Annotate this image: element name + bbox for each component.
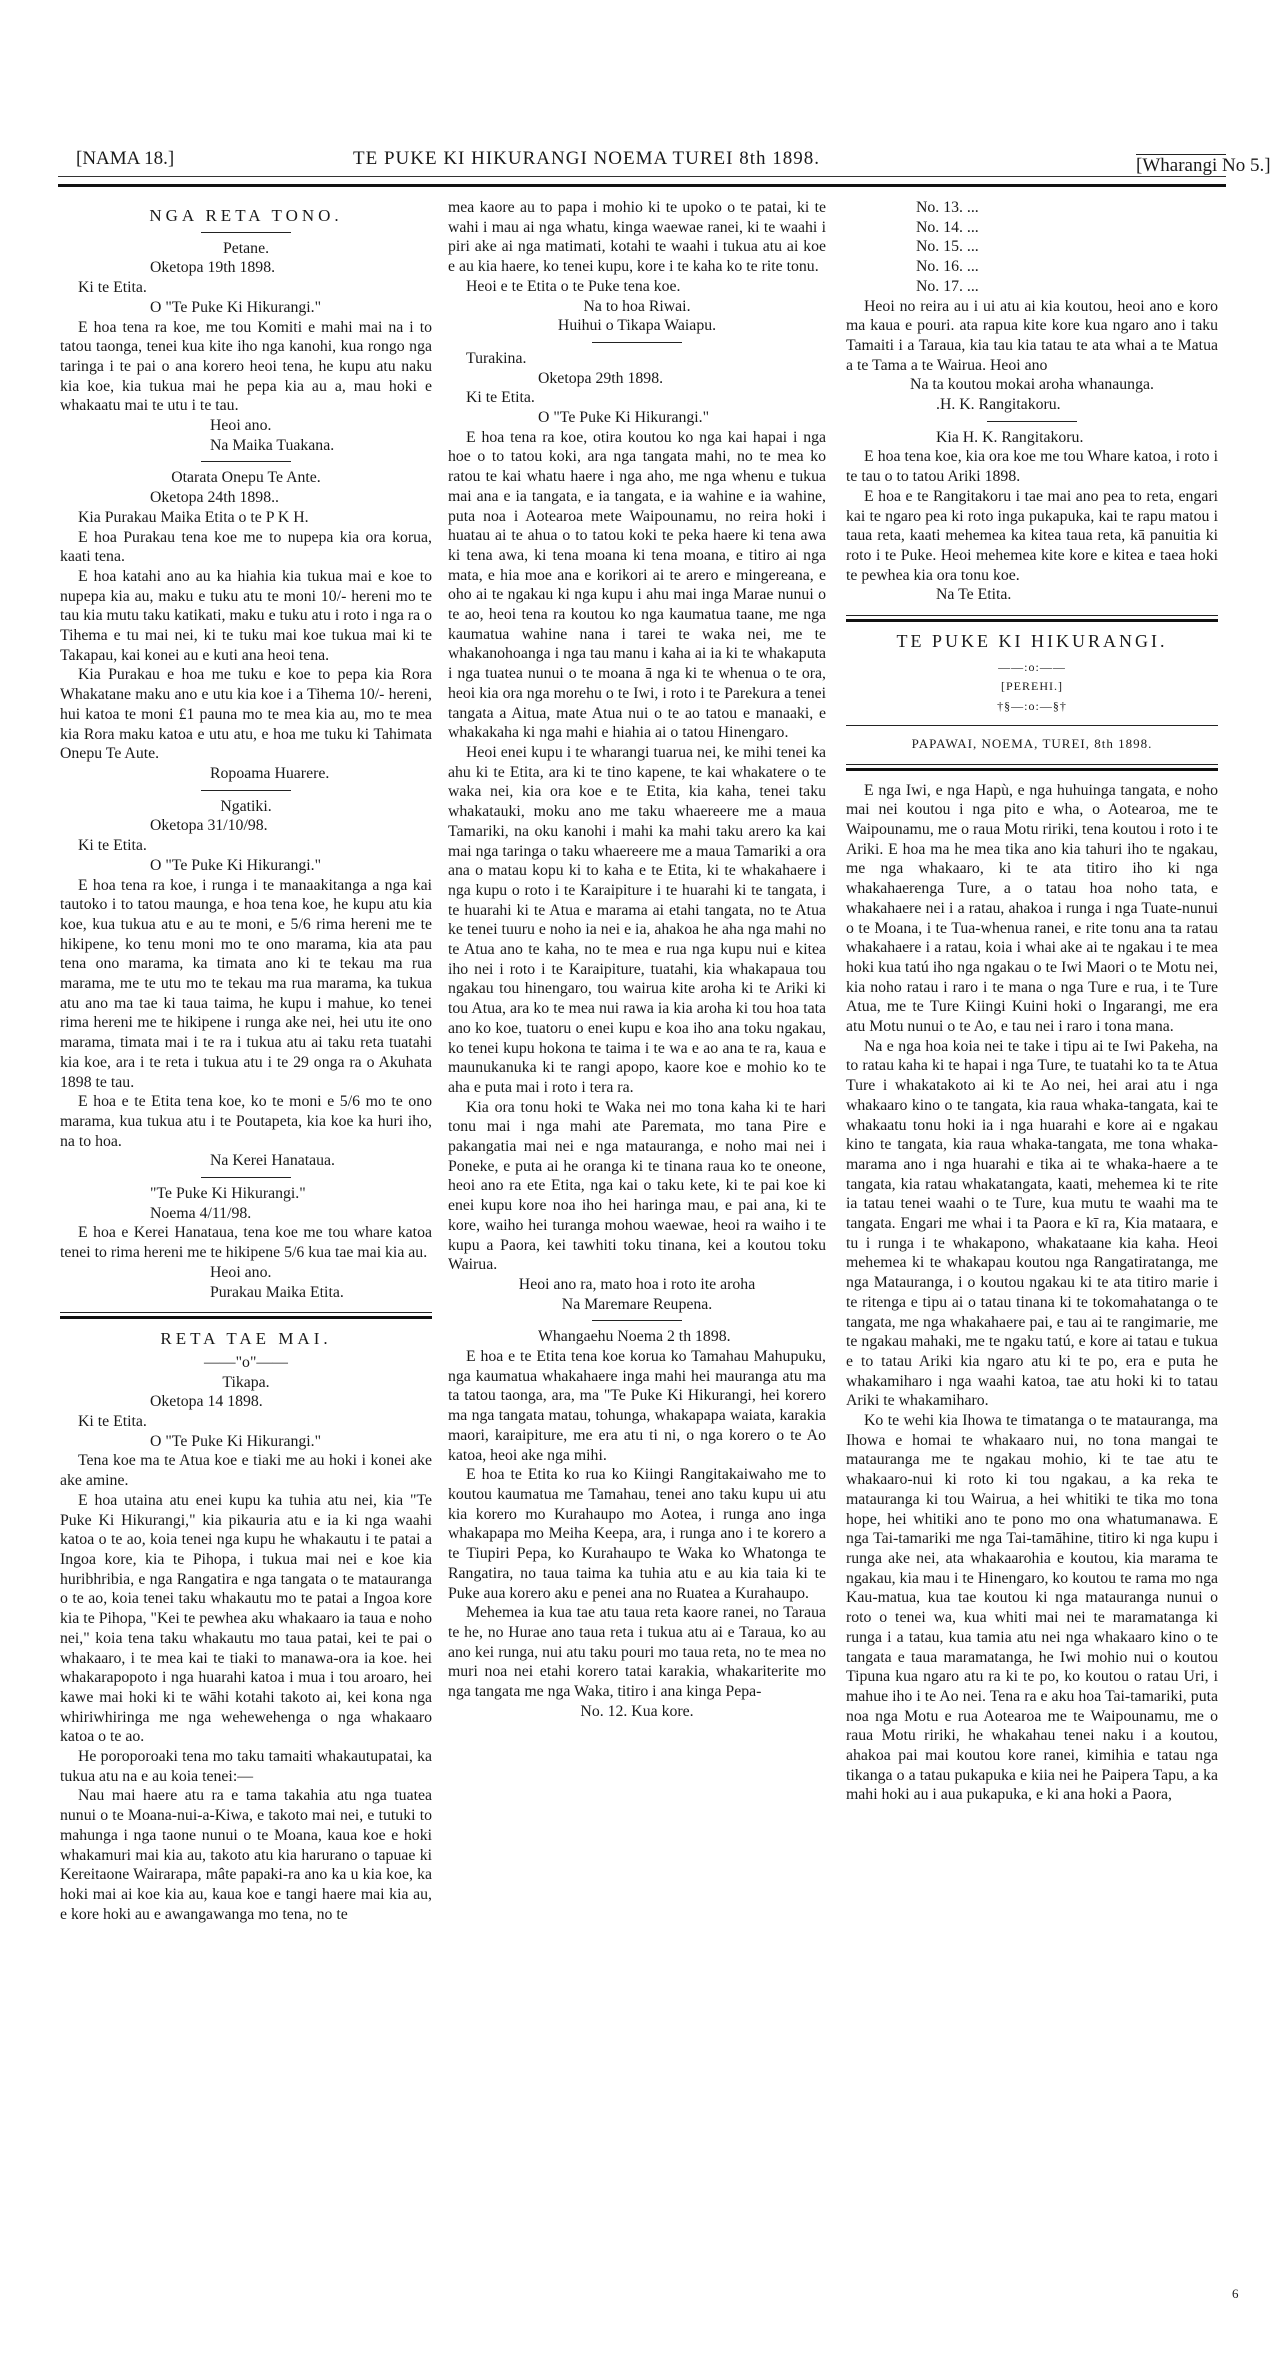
divider-rule [201,790,291,791]
list-item: No. 17. ... [916,277,979,295]
paragraph: E hoa te Etita ko rua ko Kiingi Rangitakaiwaho me to koutou kaumatua me Tamahau, tenei ano taku kupu ui atu kia korero mo Kurahaupo mo Aotea, i runga ano inga whakapapa mo Meiha Keepa, ara, i runga ano i te korero a te Tiupiri Pepa, ko Kurahaupo te Waka ko Whatonga te Rangatira, no taua taima ka tuhia atu e au kia taia ki te Puke aua korero aku e penei ana no Ruatea a Kurahaupo. [448,1466,826,1602]
paragraph: E hoa Purakau tena koe me to nupepa kia ora korua, kaati tena. [60,528,432,566]
issue-number: [NAMA 18.] [76,148,175,169]
paragraph: E hoa e te Rangitakoru i tae mai ano pea to reta, engari kai te ngaro pea ki roto inga pukapuka, kai te rapu matou i taua reta, kaati mehemea ka kitea taua reta, kā panuitia ki roto i te Puke. Heoi mehemea kite kore e kitea e taea hoki te pewhea kia ora tonu koe. [846,487,1218,584]
list-item: No. 16. ... [916,258,979,276]
page-header [58,148,1271,176]
signature: Na Maika Tuakana. [210,436,335,454]
paragraph: E hoa utaina atu enei kupu ka tuhia atu nei, kia "Te Puke Ki Hikurangi," kia pikauria atu e ia ki nga waahi katoa o te ao, koia tenei nga kupu he whakautu i te patai a Ingoa kore, kia te Pihopa, i tukua mai nei e koe kia huribhribia, e nga Rangatira e nga tangata o te matauranga o te ao, koia tenei taku whakautu mo te patai a Ingoa kore kia te Pihopa, "Kei te pewhea aku whakaaro ia taua e noho nei," koia tena taku whakautu mo taua patai, kei te pai o whakaaro, i te mea kai te tiaki to manawa-ora ia koe. hei whakarapopoto i nga huarahi katoa i mua i tou aroaro, hei kawe mai hoki ki te wāhi kotahi takoto ai, kei kona nga whiriwhiringa me nga wehewehenga o nga whakaaro katoa o te ao. [60,1491,432,1746]
centered-line: Ngatiki. [220,797,272,815]
dateline: Na Te Etita. [936,586,1012,604]
dateline: Oketopa 31/10/98. [150,817,268,835]
paragraph: Ko te wehi kia Ihowa te timatanga o te matauranga, ma Ihowa e homai te whakaaro nui, no tona mangai te matauranga me te ngakau mohio, ki te tae atu te whakaaro-nui ki roto ki tou ngakau, a ka reka te matauranga ki tou Wairua, a hei whitiki te tika mo tona hope, hei whitiki ano te pono mo ona whatumanawa. E nga Tai-tamariki me nga Tai-tamāhine, titiro ki nga kupu i runga ake nei, ata whakaarohia e koutou, kia marama te ngakau, kia mau i te Hinengaro, ko koutou te rama mo nga Kau-matua, kua tae koutou ki nga matauranga nunui o roto o tenei wa, kua whiti mai nei te maramatanga ki runga i a tatau, kua tamia atu nei nga whakaaro kino o te tangata e taua maramatanga, he Iwi mohio nui o koutou Tipuna kua ngaro atu ra ki te po, ko koutou o ratau Uri, i mahue iho i te Ao nei. Tena ra e aku hoa Tai-tamariki, puta noa nga Motu e rua Aotearoa me te Waipounamu, me o raua Motu ririki, he whakahau tenei naku i a koutou, ahakoa pai mai koutou kore ranei, kimihia e tatau nga tikanga o a tatau pukapuka e kiia nei he Paipera Tapu, a ka mahi hoki au i aua pukapuka, e ki ana hoki a Paora, [846,1412,1218,1804]
masthead-ornament: †§—:o:—§† [997,699,1067,714]
paragraph: Kia Purakau Maika Etita o te P K H. [78,508,309,526]
paragraph: E nga Iwi, e nga Hapù, e nga huhuinga tangata, e noho mai nei koutou i nga pito e wha, o Aotearoa, me te Waipounamu, me o raua Motu ririki, tena koutou i roto i te Ariki. E hoa ma he mea tika ano kia tahuri iho te ngakau, me nga whakaaro, ki te ata titiro iho ki nga whakahaerenga Ture, a o tatau hoa noho tata, e whakahaere nei i a ratau, ahakoa i runga i nga Tuate-nunui o te Moana, i te Tua-whenua ranei, e rite tonu ana ta ratau whakahaere i a ratau, koia i whai ake ai te ngakau i te mea hoki kua tatú iho nga ngakau o te Iwi Maori o te Motu nei, kia noho ratau i raro i te mana o nga Ture e rua, i te Ture Atua, me te Ture Kiingi Kuini hoki o Ingarangi, me era atu Motu nunui o te Ao, e tau nei i raro i tona mana. [846,781,1218,1036]
paragraph: mea kaore au to papa i mohio ki te upoko o te patai, ki te wahi i mau ai nga whatu, kinga waewae ranei, ki te waahi i piri ake ai nga matimati, kotahi te waahi i tukua atu ai koe e au kia haere, ko tenei kupu, kore i te kaha ko te rite tonu. [448,199,826,276]
dateline: O "Te Puke Ki Hikurangi." [538,409,710,427]
divider-rule [201,232,291,233]
divider-rule [846,615,1218,622]
dateline: O "Te Puke Ki Hikurangi." [150,856,322,874]
paragraph: He poroporoaki tena mo taku tamaiti whakautupatai, ka tukua atu na e au koia tenei:— [60,1748,432,1785]
list-item: No. 13. ... [916,199,979,216]
salutation: Ki te Etita. [78,279,147,297]
signature: Na Kerei Hanataua. [210,1152,335,1170]
paragraph: Kia Purakau e hoa me tuku e koe to pepa kia Rora Whakatane maku ano e utu kia koe i a Tihema 10/- hereni, hui katoa te moni £1 pauna mo te mea kia au, mo te mea kia Rora maku katoa e utu atu, e hoa me tuku ki Tahimata Onepu Te Aute. [60,666,432,763]
paragraph: Heoi enei kupu i te wharangi tuarua nei, ke mihi tenei ka ahu ki te Etita, ara ki te tino kapene, te kai whakatere o te waka nei, kia ora koe e te Etita, kia kaha, tenei taku whakatauki, moku ano me taku whaereere me a maua Tamariki, na oku kanohi i mahi ka mahi taku arero ka kai mai nga taringa o taku whaereere me a maua Tamariki a ora ana o matau kopu ki to kaha e te Etita, ki te whakahaere i nga kupu o roto i te Karaipiture i te huarahi ki te tangata, i te huarahi ki te Atua e marama ai etahi tangata, no te Atua ke tenei tuuru e noho ia nei e ia, ahakoa he aha nga mahi no te Atua ano te kaha, no te mea e rua nga kupu nui e kitea iho nei i roto i te Karaipiture, tuatahi, kia whakapaua tou ngakau tou hinengaro, tou wairua kite aroha ki te Ariki ki tou Atua, ara ko te mea nui rawa ia kia aroha ki tou hoa tata ano ko koe, tuatoru o enei kupu e koa iho ana toku ngakau, ko tenei kupu hokona te taima i te wa e ao ana te ra, kaua e maunukanuka ki te rangi apopo, kaore koe e mohio ko te aha e puta mai i roto i tera ra. [448,743,826,1096]
dateline: Oketopa 24th 1898.. [150,489,279,507]
centered-line: No. 12. Kua kore. [580,1702,694,1720]
centered-line: Tikapa. [222,1373,270,1391]
paragraph: Heoi no reira au i ui atu ai kia koutou, heoi ano e koro ma kaua e pouri. ata rapua kite kore kua ngaro ano i taku Tamaiti i a Taraua, kia tau kia tatau te ata whai a te Matua a te Tama a te Wairua. Heoi ano [846,297,1218,374]
divider-rule [846,764,1218,771]
paragraph: E hoa e te Etita tena koe korua ko Tamahau Mahupuku, nga kaumatua whakahaere inga mahi hei mauranga atu ma ta tatou taonga, ara, ma "Te Puke Ki Hikurangi, hei korero ma nga tangata matau, tohunga, whakapapa waiata, karakia maori, karaipiture, me era atu ti ni, o nga korero o te Ao katoa, heoi ake nga mihi. [448,1348,826,1464]
dateline: Noema 4/11/98. [150,1204,252,1222]
paragraph: E hoa tena ra koe, otira koutou ko nga kai hapai i nga hoe o to tatou koki, ara nga tangata mahi, no te mea ko ratou te kai whatu haere i nga aho, me nga whenu e tukua mai ana e ia tangata, e ia tangata, e ia wahine e ia wahine, puta noa i Aotearoa mete Waipounamu, no reira hoki i huatau ai te ahua o to tatou koki te peka haere ki tena awa ki tena awa, ki tena moana ki tena moana, e titiro ai nga mata, e hia moe ana e korikori ai te arero e mingereana, e oho ai te ngakau ki nga kupu i ahu mai inga Marae nunui o te ao, heoi tena ra koutou ko nga kaumatua taane, me nga kaumatua wahine nana i tarei te waka nei, me te whakanohoanga i nga tau manu i kaha ai ia ki te whakaputa i nga tuatea nunui o te moana ā nga ki te whenua o te ora, heoi kia ora nga morehu o te Iwi, i roto i te Parekura a tenei tangata a Aitua, mate Atua nui o te ao tatou e manaaki, e whakakaha ki nga mahi e hiahia ai o tatou Hinengaro. [448,428,826,742]
masthead-dateline: PAPAWAI, NOEMA, TUREI, 8th 1898. [911,735,1153,751]
salutation: Ki te Etita. [78,1413,147,1431]
header-rule [58,176,1226,177]
dateline: Kia H. K. Rangitakoru. [936,428,1084,446]
page-number: 6 [1232,2286,1239,2301]
paragraph: Nau mai haere atu ra e tama takahia atu nga tuatea nunui o te Moana-nui-a-Kiwa, e takoto mai nei, e tutuki to mahunga i nga taone nunui o te Moana, kaua koe e hoki whakamuri mai kia au, takoto atu kia harurano o tapuae ki Kereitaone Wairarapa, mâte papaki-ra ano ka u kia koe, ka hoki mai ai koe kia au, kaua koe e tangi haere mai kia au, e kore hoki au e awangawanga mo tena, no te [60,1787,432,1923]
dateline: Oketopa 14 1898. [150,1393,263,1411]
masthead-ornament: [PEREHI.] [1001,679,1063,694]
paragraph: E hoa tena koe, kia ora koe me tou Whare katoa, i roto i te tau o to tatou Ariki 1898. [846,448,1218,486]
divider-rule [987,421,1077,422]
centered-line: Otarata Onepu Te Ante. [171,469,321,487]
paragraph: Mehemea ia kua tae atu taua reta kaore ranei, no Taraua te he, no Hurae ano taua reta i tukua atu ai e Taraua, ko au ano kei runga, nui atu taku pouri mo taua reta, no te mea no muri noa nei etahi korero tatai karakia, whakariterite mo nga tangata me nga Waka, titiro i ana kinga Pepa- [448,1604,826,1701]
divider-rule [201,1177,291,1178]
paragraph: Heoi e te Etita o te Puke tena koe. [466,277,681,295]
paragraph: Na e nga hoa koia nei te take i tipu ai te Iwi Pakeha, na to ratau kaha ki te hapai i nga Ture, te tuatahi ko ta te Atua Ture i whakatakoto ai ki te Ao nei, hei arai atu i nga whakaaro kino o te tangata, kia raua whaka-tangata, kai te whakaatu tonu hoki ia i nga huarahi e kore ai e ngakau kino te tangata, kia raua whaka-tangata, me tona whaka-marama ano i nga huarahi e tika ai te whaka-haere a te tangata, kia ratau whakatangata, kaati, mehemea ki te rite ia tatau tenei waahi o te Ture, kua mutu te waahi ma te tangata. Engari me whai i ta Paora e kī ra, Kia mataara, e tu i runga i te whakapono, whakataane kia kaha. Heoi mehemea ki te whakapau koutou nga Rangatiratanga, me nga Matauranga, i o koutou ngakau ki te ata titiro marie i te ritenga e tipu ai o tatau tinana ki te tokomahatanga o te tangata, me nga whakahaere pai, e tau ai te rangimarie, me te ngakau mahaki, me te ngaku tatú, e kore ai tatau e tukua e to tatau Ariki kia ngaro atu ki te po, era e puta he whakamiharo i nga waahi katoa, tae atu hoki ki to tatau Ariki te whakamiharo. [846,1037,1218,1410]
centered-line: Na Maremare Reupena. [561,1295,713,1313]
list-item: No. 15. ... [916,238,979,256]
divider-rule [201,461,291,462]
divider-rule [60,1312,432,1319]
dateline: O "Te Puke Ki Hikurangi." [150,298,322,316]
header-rule-thick [58,184,1226,187]
dateline: Oketopa 29th 1898. [538,369,664,387]
centered-line: Huihui o Tikapa Waiapu. [557,317,717,335]
running-title: TE PUKE KI HIKURANGI NOEMA TUREI 8th 1898. [353,148,821,169]
dateline: "Te Puke Ki Hikurangi." [150,1185,306,1203]
signature: Ropoama Huarere. [210,764,330,782]
centered-line: ——"o"—— [204,1353,288,1371]
divider-rule [592,1320,682,1321]
centered-line: Heoi ano ra, mato hoa i roto ite aroha [518,1275,756,1293]
signature: Purakau Maika Etita. [210,1283,344,1301]
masthead-ornament: ——:o:—— [998,659,1066,674]
signature: Heoi ano. [210,1263,272,1281]
column-2 [448,198,826,1721]
salutation: Ki te Etita. [78,837,147,855]
page-label: [Wharangi No 5.] [1136,155,1271,176]
paragraph: E hoa katahi ano au ka hiahia kia tukua mai e koe to nupepa kia au, maku e tuku atu te moni 10/- hereni mo te tau kia mutu taku katikati, maku e tuku atu i roto i nga ra o Tihema e tu mai nei, ki te tuku mai koe tukua mai ki te Takapau, kai konei au e kuti ana heoi tena. [60,567,432,664]
signature: Heoi ano. [210,417,272,435]
section-heading: RETA TAE MAI. [160,1329,332,1349]
paragraph: E hoa e te Etita tena koe, ko te moni e 5/6 mo te ono marama, kua tukua atu i te Poutapeta, kia koe ka huri iho, na to hoa. [60,1093,432,1150]
paragraph: Kia ora tonu hoki te Waka nei mo tona kaha ki te hari tonu mai i nga mahi ate Paremata, mo tana Pire e pakangatia mai nei e nga matauranga, e noho mai nei i Poneke, e puta ai he oranga ki te tinana raua ko te oneone, heoi ano ra ete Etita, nga kai o taku kete, ki te pai koe ki enei kupu kore noa iho hei haringa mau, e pai ana, ki te kore, waiho hei turanga mohou waewae, heoi ra waiho i te kupu a Paora, kei tawhiti toku tinana, kei a koutou toku Wairua. [448,1098,826,1274]
list-item: No. 14. ... [916,218,979,236]
salutation: Ki te Etita. [466,389,535,407]
dateline: O "Te Puke Ki Hikurangi." [150,1432,322,1450]
paragraph: Tena koe ma te Atua koe e tiaki me au hoki i konei ake ake amine. [60,1452,432,1490]
column-1 [60,198,432,1924]
paragraph: E hoa tena ra koe, i runga i te manaakitanga a nga kai tautoko i to tatou maunga, e hoa tena koe, he kupu atu kia koe, kua tukua atu e au te moni, e 5/6 rima hereni me te hikipene, ko tenu moni mo te ono marama, kia ata pau tena ono marama, ka timata ano ki te tekau ma rua marama, me te utu mo te tekau ma rua marama, ka tukua atu ano ma tae ki taua taima, he kupu i mahue, ko tenei rima hereni me te hikipene i runga ake nei, hei utu ite ono marama, timata mai i te ra i tukua atu ai taku reta tuatahi kia koe, ara i te reta i tukua atu i te 29 onga ra o Akuhata 1898 te tau. [60,876,432,1091]
column-3 [846,198,1218,1805]
dateline: Oketopa 19th 1898. [150,259,276,277]
centered-line: Na to hoa Riwai. [583,297,691,315]
dateline: .H. K. Rangitakoru. [936,396,1061,414]
section-heading: NGA RETA TONO. [149,206,343,225]
divider-rule [592,342,682,343]
divider-rule [846,725,1218,726]
dateline: Whangaehu Noema 2 th 1898. [538,1328,731,1346]
salutation: Turakina. [466,349,527,367]
paragraph: E hoa tena ra koe, me tou Komiti e mahi mai na i to tatou taonga, tenei kua kite iho nga kanohi, kua rongo nga taringa i te pai o ana korero heoi tena, he kupu atu naku kia koe, kia tukua mai he pepa kia au a, mau hoki e whakaatu mai te utu i te tau. [60,318,432,415]
paragraph: E hoa e Kerei Hanataua, tena koe me tou whare katoa tenei to rima hereni me te hikipene 5/6 kua tae mai kia au. [60,1224,432,1262]
masthead-title: TE PUKE KI HIKURANGI. [896,631,1168,652]
centered-line: Na ta koutou mokai aroha whanaunga. [910,376,1154,394]
centered-line: Petane. [222,239,270,257]
